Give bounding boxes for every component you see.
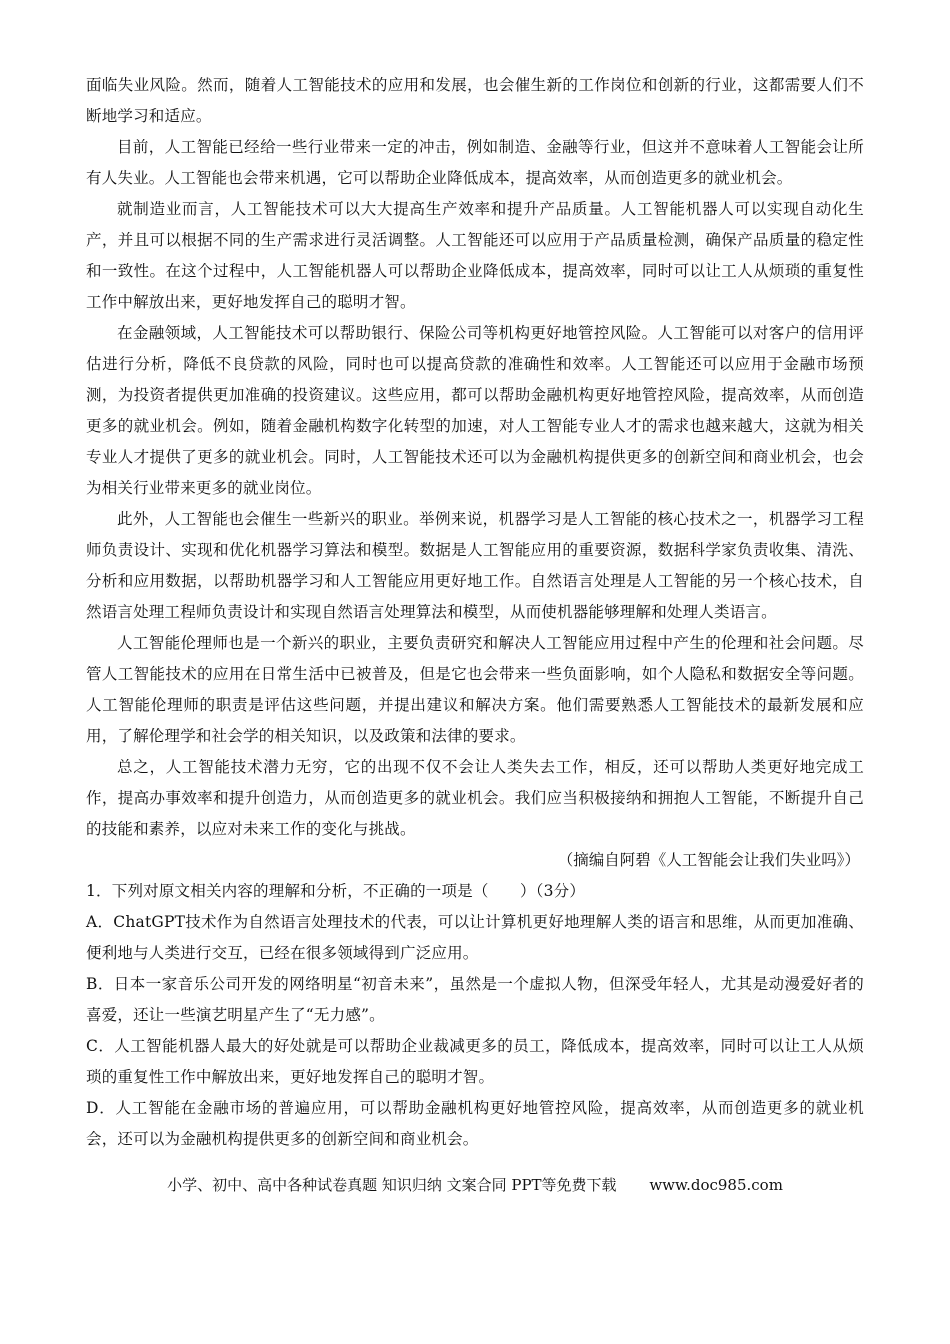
question-block — [86, 876, 864, 1155]
article-paragraph-7: 总之，人工智能技术潜力无穷，它的出现不仅不会让人类失去工作，相反，还可以帮助人类更好地完成工作，提高办事效率和提升创造力，从而创造更多的就业机会。我们应当积极接纳和拥抱人工智能，不断提升自己的技能和素养，以应对未来工作的变化与挑战。 — [86, 758, 864, 838]
article-source: （摘编自阿碧《人工智能会让我们失业吗》） — [557, 851, 860, 869]
article-paragraph-5: 此外，人工智能也会催生一些新兴的职业。举例来说，机器学习是人工智能的核心技术之一，机器学习工程师负责设计、实现和优化机器学习算法和模型。数据是人工智能应用的重要资源，数据科学家负责收集、清洗、分析和应用数据，以帮助机器学习和人工智能应用更好地工作。自然语言处理是人工智能的另一个核心技术，自然语言处理工程师负责设计和实现自然语言处理算法和模型，从而使机器能够理解和处理人类语言。 — [86, 510, 864, 621]
question-title: 1．下列对原文相关内容的理解和分析，不正确的一项是（ ）（3分） — [86, 882, 586, 900]
question-option-a: A．ChatGPT技术作为自然语言处理技术的代表，可以让计算机更好地理解人类的语言和思维，从而更加准确、便利地与人类进行交互，已经在很多领域得到广泛应用。 — [86, 913, 864, 962]
article-paragraph-1: 面临失业风险。然而，随着人工智能技术的应用和发展，也会催生新的工作岗位和创新的行业，这都需要人们不断地学习和适应。 — [86, 76, 864, 125]
footer-site-link[interactable]: www.doc985.com — [649, 1176, 783, 1194]
question-option-c: C．人工智能机器人最大的好处就是可以帮助企业裁减更多的员工，降低成本，提高效率，同时可以让工人从烦琐的重复性工作中解放出来，更好地发挥自己的聪明才智。 — [86, 1037, 864, 1086]
page-footer — [0, 1171, 950, 1199]
article-paragraph-6: 人工智能伦理师也是一个新兴的职业，主要负责研究和解决人工智能应用过程中产生的伦理和社会问题。尽管人工智能技术的应用在日常生活中已被普及，但是它也会带来一些负面影响，如个人隐私和数据安全等问题。人工智能伦理师的职责是评估这些问题，并提出建议和解决方案。他们需要熟悉人工智能技术的最新发展和应用，了解伦理学和社会学的相关知识，以及政策和法律的要求。 — [86, 634, 864, 745]
article-paragraph-2: 目前，人工智能已经给一些行业带来一定的冲击，例如制造、金融等行业，但这并不意味着人工智能会让所有人失业。人工智能也会带来机遇，它可以帮助企业降低成本，提高效率，从而创造更多的就业机会。 — [86, 138, 864, 187]
question-option-d: D．人工智能在金融市场的普遍应用，可以帮助金融机构更好地管控风险，提高效率，从而创造更多的就业机会，还可以为金融机构提供更多的创新空间和商业机会。 — [86, 1099, 864, 1148]
article-paragraph-4: 在金融领域，人工智能技术可以帮助银行、保险公司等机构更好地管控风险。人工智能可以对客户的信用评估进行分析，降低不良贷款的风险，同时也可以提高贷款的准确性和效率。人工智能还可以应用于金融市场预测，为投资者提供更加准确的投资建议。这些应用，都可以帮助金融机构更好地管控风险，提高效率，从而创造更多的就业机会。例如，随着金融机构数字化转型的加速，对人工智能专业人才的需求也越来越大，这就为相关专业人才提供了更多的就业机会。同时，人工智能技术还可以为金融机构提供更多的创新空间和商业机会，也会为相关行业带来更多的就业岗位。 — [86, 324, 864, 497]
footer-text: 小学、初中、高中各种试卷真题 知识归纳 文案合同 PPT等免费下载 — [167, 1176, 617, 1194]
document-page — [86, 70, 864, 1155]
question-option-b: B．日本一家音乐公司开发的网络明星“初音未来”，虽然是一个虚拟人物，但深受年轻人，尤其是动漫爱好者的喜爱，还让一些演艺明星产生了“无力感”。 — [86, 975, 864, 1024]
article-paragraph-3: 就制造业而言，人工智能技术可以大大提高生产效率和提升产品质量。人工智能机器人可以实现自动化生产，并且可以根据不同的生产需求进行灵活调整。人工智能还可以应用于产品质量检测，确保产品质量的稳定性和一致性。在这个过程中，人工智能机器人可以帮助企业降低成本，提高效率，同时可以让工人从烦琐的重复性工作中解放出来，更好地发挥自己的聪明才智。 — [86, 200, 864, 311]
